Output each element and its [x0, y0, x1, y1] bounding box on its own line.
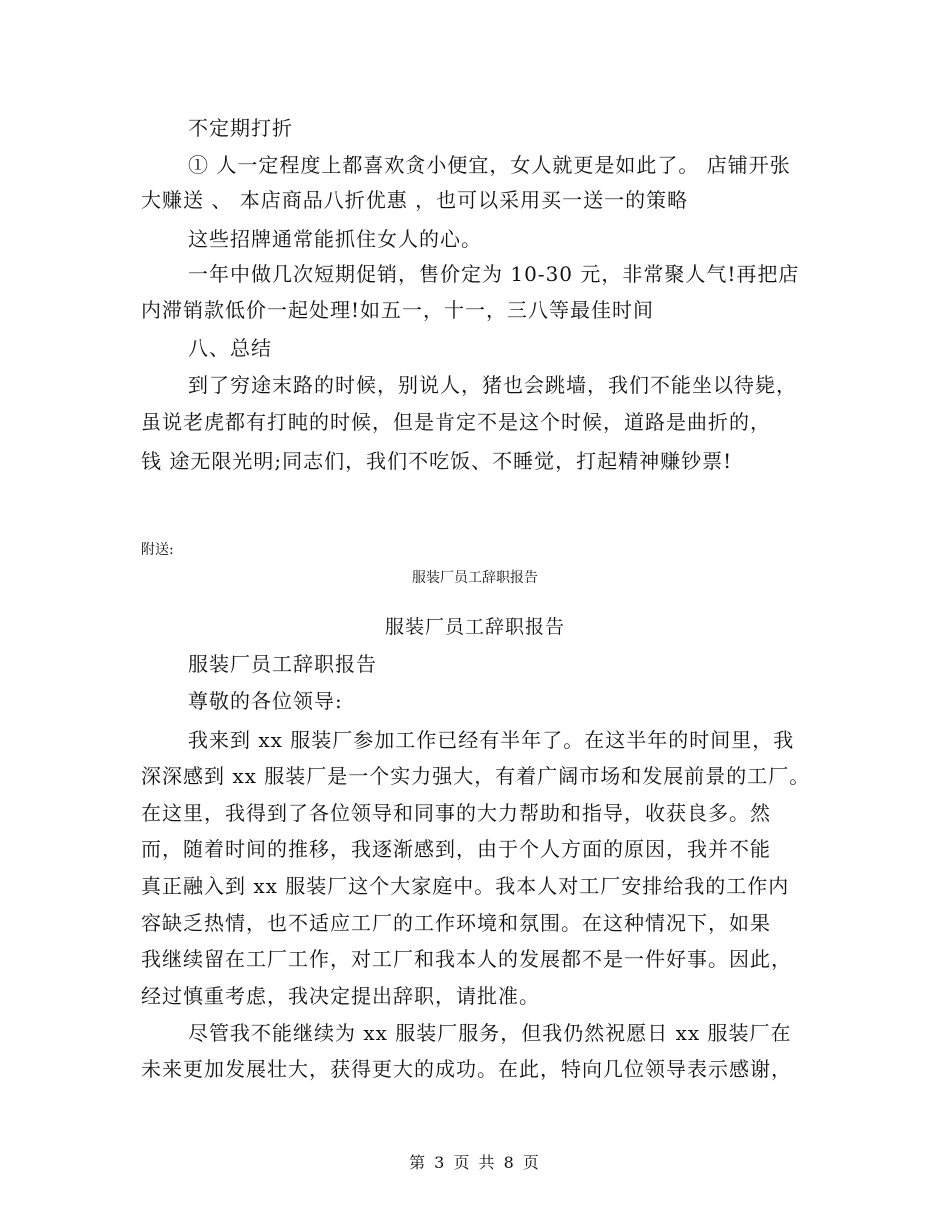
section-heading-summary: 八、总结 [188, 336, 272, 360]
paragraph-line: ① 人一定程度上都喜欢贪小便宜，女人就更是如此了。 店铺开张 [188, 153, 791, 177]
report-title: 服装厂员工辞职报告 [384, 616, 565, 638]
letter-line: 容缺乏热情，也不适应工厂的工作环境和氛围。在这种情况下，如果 [141, 911, 771, 935]
paragraph-line: 钱 途无限光明;同志们，我们不吃饭、不睡觉，打起精神赚钞票! [141, 449, 733, 473]
section-heading-discount: 不定期打折 [188, 116, 293, 140]
paragraph-line: 一年中做几次短期促销，售价定为 10-30 元，非常聚人气!再把店 [188, 262, 800, 286]
letter-line: 在这里，我得到了各位领导和同事的大力帮助和指导，收获良多。然 [141, 801, 771, 825]
paragraph-line: 大赚送 、 本店商品八折优惠 ，也可以采用买一送一的策略 [141, 188, 689, 212]
letter-line: 我继续留在工厂工作，对工厂和我本人的发展都不是一件好事。因此， [141, 947, 792, 971]
letter-line: 尽管我不能继续为 xx 服装厂服务，但我仍然祝愿日 xx 服装厂在 [188, 1021, 792, 1045]
letter-line: 而，随着时间的推移，我逐渐感到，由于个人方面的原因，我并不能 [141, 837, 771, 861]
report-subtitle: 服装厂员工辞职报告 [188, 652, 377, 676]
appendix-small-title: 服装厂员工辞职报告 [412, 570, 538, 586]
appendix-label: 附送: [141, 542, 174, 558]
paragraph-line: 到了穷途末路的时候，别说人，猪也会跳墙，我们不能坐以待毙， [188, 373, 797, 397]
letter-line: 经过慎重考虑，我决定提出辞职，请批准。 [141, 984, 540, 1008]
paragraph-line: 这些招牌通常能抓住女人的心。 [188, 227, 482, 251]
letter-line: 未来更加发展壮大，获得更大的成功。在此，特向几位领导表示感谢， [141, 1057, 792, 1081]
salutation: 尊敬的各位领导: [188, 689, 343, 713]
letter-line: 深深感到 xx 服装厂是一个实力强大，有着广阔市场和发展前景的工厂。 [141, 764, 811, 788]
paragraph-line: 内滞销款低价一起处理!如五一，十一，三八等最佳时间 [141, 298, 655, 322]
paragraph-line: 虽说老虎都有打盹的时候，但是肯定不是这个时候，道路是曲折的， [141, 410, 771, 434]
letter-line: 我来到 xx 服装厂参加工作已经有半年了。在这半年的时间里，我 [188, 728, 795, 752]
page-number-footer: 第 3 页 共 8 页 [409, 1153, 541, 1172]
letter-line: 真正融入到 xx 服装厂这个大家庭中。我本人对工厂安排给我的工作内 [141, 874, 790, 898]
